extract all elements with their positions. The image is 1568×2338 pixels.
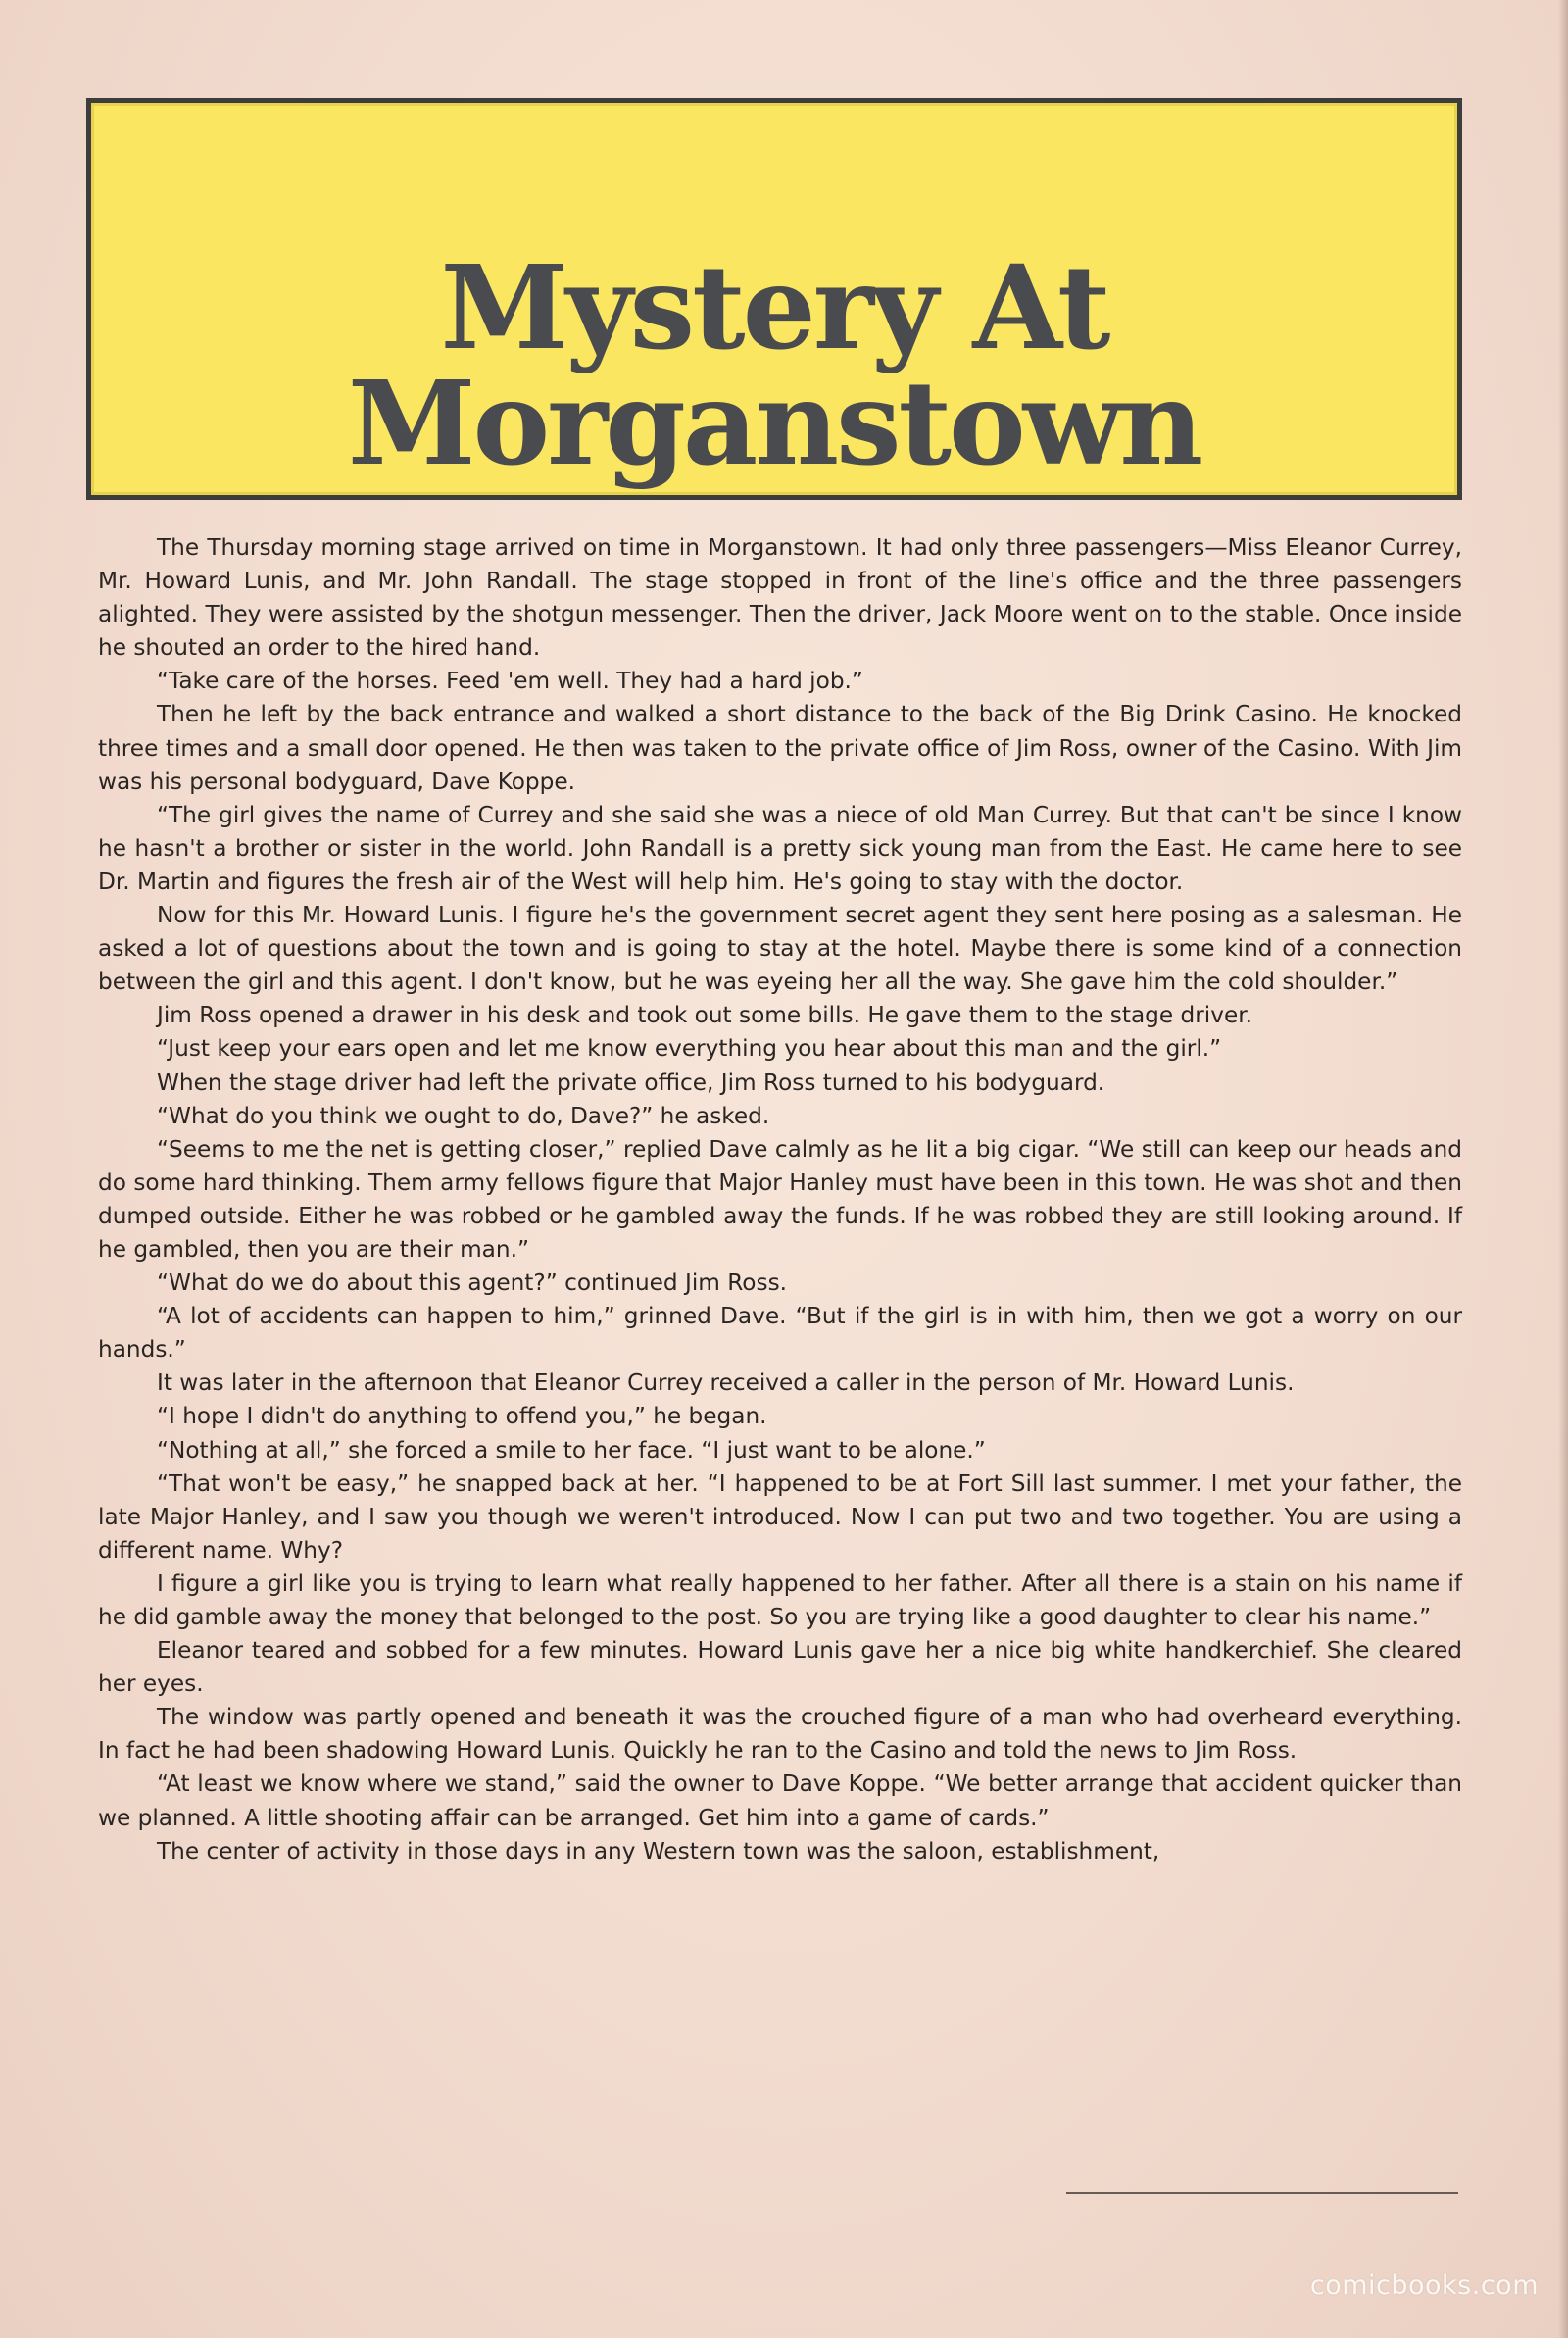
page-edge-shadow [1558, 0, 1568, 2338]
paragraph: “At least we know where we stand,” said the owner to Dave Koppe. “We better arrange that accident quicker than we planned. A little shooting affair can be arranged. Get him into a game of cards.” [98, 1770, 1462, 1831]
title-panel [86, 98, 1462, 500]
paragraph: “What do we do about this agent?” continued Jim Ross. [157, 1269, 788, 1297]
paragraph: “What do you think we ought to do, Dave?” he asked. [157, 1102, 770, 1129]
paragraph: The center of activity in those days in any Western town was the saloon, establishment, [157, 1837, 1160, 1865]
paragraph: “The girl gives the name of Currey and she said she was a niece of old Man Currey. But that can't be since I know he hasn't a brother or sister in the world. John Randall is a pretty sick young man from the East. He came here to see Dr. Martin and figures the fresh air of the West will help him. He's going to stay with the doctor. [98, 801, 1462, 895]
paragraph: “Nothing at all,” she forced a smile to her face. “I just want to be alone.” [157, 1436, 986, 1464]
end-rule [1066, 2192, 1458, 2194]
watermark: comicbooks.com [1309, 2270, 1539, 2301]
paragraph: It was later in the afternoon that Eleanor Currey received a caller in the person of Mr. Howard Lunis. [157, 1369, 1295, 1397]
story-title: Mystery At Morganstown [347, 239, 1201, 491]
story-text [98, 531, 1462, 1868]
paragraph: Then he left by the back entrance and walked a short distance to the back of the Big Drink Casino. He knocked three times and a small door opened. He then was taken to the private office of Jim Ross, owner of the Casino. With Jim was his personal bodyguard, Dave Koppe. [98, 701, 1462, 795]
paragraph: “That won't be easy,” he snapped back at her. “I happened to be at Fort Sill last summer. I met your father, the late Major Hanley, and I saw you though we weren't introduced. Now I can put two and two together. You are using a different name. Why? [98, 1469, 1462, 1564]
paragraph: Jim Ross opened a drawer in his desk and took out some bills. He gave them to the stage driver. [157, 1002, 1252, 1029]
paragraph: “I hope I didn't do anything to offend you,” he began. [157, 1403, 767, 1430]
paragraph: “Just keep your ears open and let me know everything you hear about this man and the girl.” [157, 1035, 1222, 1063]
paragraph: “Take care of the horses. Feed 'em well. They had a hard job.” [157, 668, 863, 695]
paragraph: “A lot of accidents can happen to him,” grinned Dave. “But if the girl is in with him, then we got a worry on our hands.” [98, 1303, 1462, 1364]
paragraph: Eleanor teared and sobbed for a few minutes. Howard Lunis gave her a nice big white handkerchief. She cleared her eyes. [98, 1637, 1462, 1698]
paragraph: The window was partly opened and beneath it was the crouched figure of a man who had overheard everything. In fact he had been shadowing Howard Lunis. Quickly he ran to the Casino and told the news to Jim Ross. [98, 1704, 1462, 1765]
paragraph: “Seems to me the net is getting closer,” replied Dave calmly as he lit a big cigar. “We still can keep our heads and do some hard thinking. Them army fellows figure that Major Hanley must have been in this town. He was shot and then dumped outside. Either he was robbed or he gambled away the funds. If he was robbed they are still looking around. If he gambled, then you are their man.” [98, 1135, 1462, 1263]
paragraph: I figure a girl like you is trying to learn what really happened to her father. After all there is a stain on his name if he did gamble away the money that belonged to the post. So you are trying like a good daughter to clear his name.” [98, 1569, 1462, 1630]
paragraph: When the stage driver had left the private office, Jim Ross turned to his bodyguard. [157, 1069, 1105, 1096]
paragraph: The Thursday morning stage arrived on time in Morganstown. It had only three passengers—Miss Eleanor Currey, Mr. Howard Lunis, and Mr. John Randall. The stage stopped in front of the line's office and the three passengers alighted. They were assisted by the shotgun messenger. Then the driver, Jack Moore went on to the stable. Once inside he shouted an order to the hired hand. [98, 534, 1462, 662]
paragraph: Now for this Mr. Howard Lunis. I figure he's the government secret agent they sent here posing as a salesman. He asked a lot of questions about the town and is going to stay at the hotel. Maybe there is some kind of a connection between the girl and this agent. I don't know, but he was eyeing her all the way. She gave him the cold shoulder.” [98, 902, 1462, 996]
